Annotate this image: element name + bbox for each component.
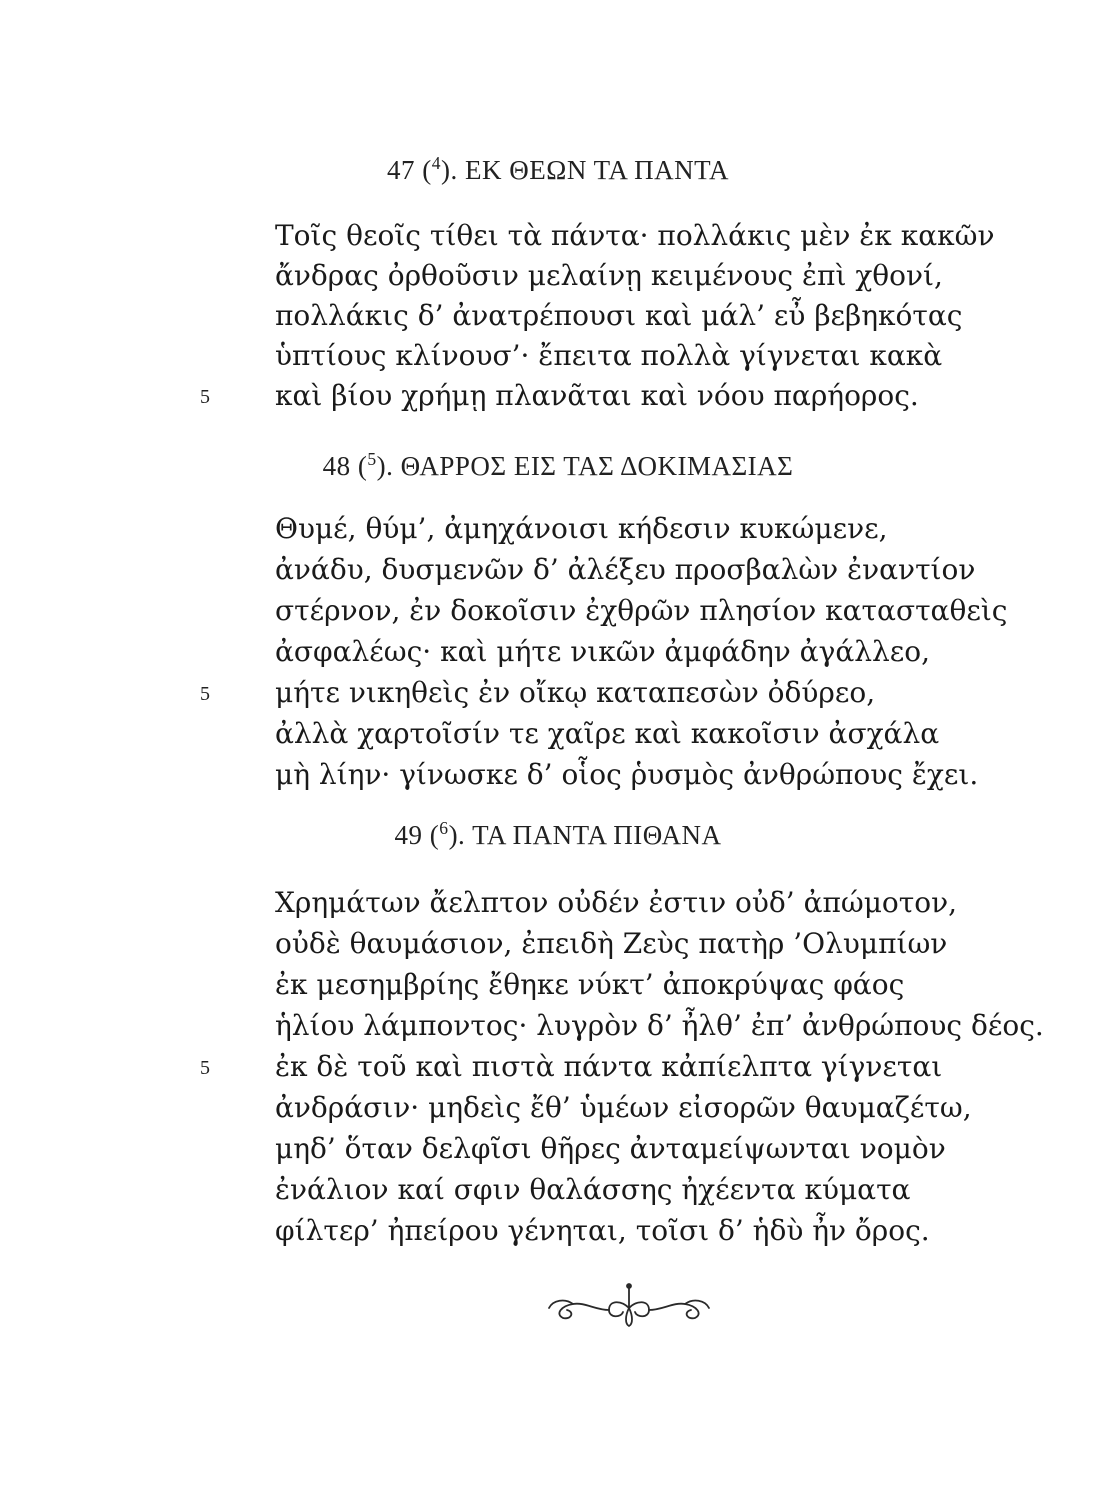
flourish-ornament-icon bbox=[545, 1282, 713, 1330]
poem-number: 48 ($^5$). bbox=[322, 449, 394, 481]
line-number: 5 bbox=[200, 683, 210, 705]
verse-line: καὶ βίου χρήμῃ πλανᾶται καὶ νόου παρήορος. bbox=[275, 379, 919, 412]
poem-title: ΤΑ ΠΑΝΤΑ ΠΙΘΑΝΑ bbox=[472, 820, 722, 850]
verse-line: ἀνάδυ, δυσμενῶν δ’ ἀλέξευ προσβαλὼν ἐναντίον bbox=[275, 553, 976, 586]
verse-line: μηδ’ ὅταν δελφῖσι θῆρες ἀνταμείψωνται νομὸν bbox=[275, 1132, 946, 1165]
poem-number: 49 ($^6$). bbox=[394, 818, 466, 850]
verse-line: μὴ λίην· γίνωσκε δ’ οἷος ῥυσμὸς ἀνθρώπους ἔχει. bbox=[275, 758, 979, 791]
line-number: 5 bbox=[200, 386, 210, 408]
verse-line: ἐνάλιον καί σφιν θαλάσσης ἠχέεντα κύματα bbox=[275, 1173, 911, 1206]
poem-title: ΘΑΡΡΟΣ ΕΙΣ ΤΑΣ ΔΟΚΙΜΑΣΙΑΣ bbox=[400, 451, 794, 481]
verse-line: στέρνον, ἐν δοκοῖσιν ἐχθρῶν πλησίον κατασταθεὶς bbox=[275, 594, 1008, 627]
line-number: 5 bbox=[200, 1057, 210, 1079]
poem-title: ΕΚ ΘΕΩΝ ΤΑ ΠΑΝΤΑ bbox=[465, 155, 729, 185]
verse-line: Τοῖς θεοῖς τίθει τὰ πάντα· πολλάκις μὲν ἐκ κακῶν bbox=[275, 219, 995, 252]
verse-line: πολλάκις δ’ ἀνατρέπουσι καὶ μάλ’ εὖ βεβηκότας bbox=[275, 299, 963, 332]
verse-line: ἐκ μεσημβρίης ἔθηκε νύκτ’ ἀποκρύψας φάος bbox=[275, 968, 905, 1001]
verse-line: Θυμέ, θύμ’, ἀμηχάνοισι κήδεσιν κυκώμενε, bbox=[275, 512, 888, 545]
verse-line: ἐκ δὲ τοῦ καὶ πιστὰ πάντα κἀπίελπτα γίγνεται bbox=[275, 1050, 943, 1083]
verse-line: μήτε νικηθεὶς ἐν οἴκῳ καταπεσὼν ὀδύρεο, bbox=[275, 676, 876, 709]
poem-number: 47 ($^4$). bbox=[387, 153, 458, 185]
verse-line: ὑπτίους κλίνουσ’· ἔπειτα πολλὰ γίγνεται κακὰ bbox=[275, 339, 943, 372]
poem-heading bbox=[0, 153, 1116, 186]
verse-line: Χρημάτων ἄελπτον οὐδέν ἐστιν οὐδ’ ἀπώμοτον, bbox=[275, 886, 958, 919]
verse-line: ἀνδράσιν· μηδεὶς ἔθ’ ὑμέων εἰσορῶν θαυμαζέτω, bbox=[275, 1091, 972, 1124]
verse-line: ἀσφαλέως· καὶ μήτε νικῶν ἀμφάδην ἀγάλλεο, bbox=[275, 635, 930, 668]
poem-heading bbox=[0, 449, 1116, 482]
verse-line: ἡλίου λάμποντος· λυγρὸν δ’ ἦλθ’ ἐπ’ ἀνθρώπους δέος. bbox=[275, 1009, 1044, 1042]
verse-line: ἀλλὰ χαρτοῖσίν τε χαῖρε καὶ κακοῖσιν ἀσχάλα bbox=[275, 717, 940, 750]
poem-heading bbox=[0, 818, 1116, 851]
verse-line: ἄνδρας ὀρθοῦσιν μελαίνῃ κειμένους ἐπὶ χθονί, bbox=[275, 259, 943, 292]
verse-line: οὐδὲ θαυμάσιον, ἐπειδὴ Ζεὺς πατὴρ ’Ολυμπίων bbox=[275, 927, 948, 960]
verse-line: φίλτερ’ ἠπείρου γένηται, τοῖσι δ’ ἡδὺ ἦν ὄρος. bbox=[275, 1214, 930, 1247]
